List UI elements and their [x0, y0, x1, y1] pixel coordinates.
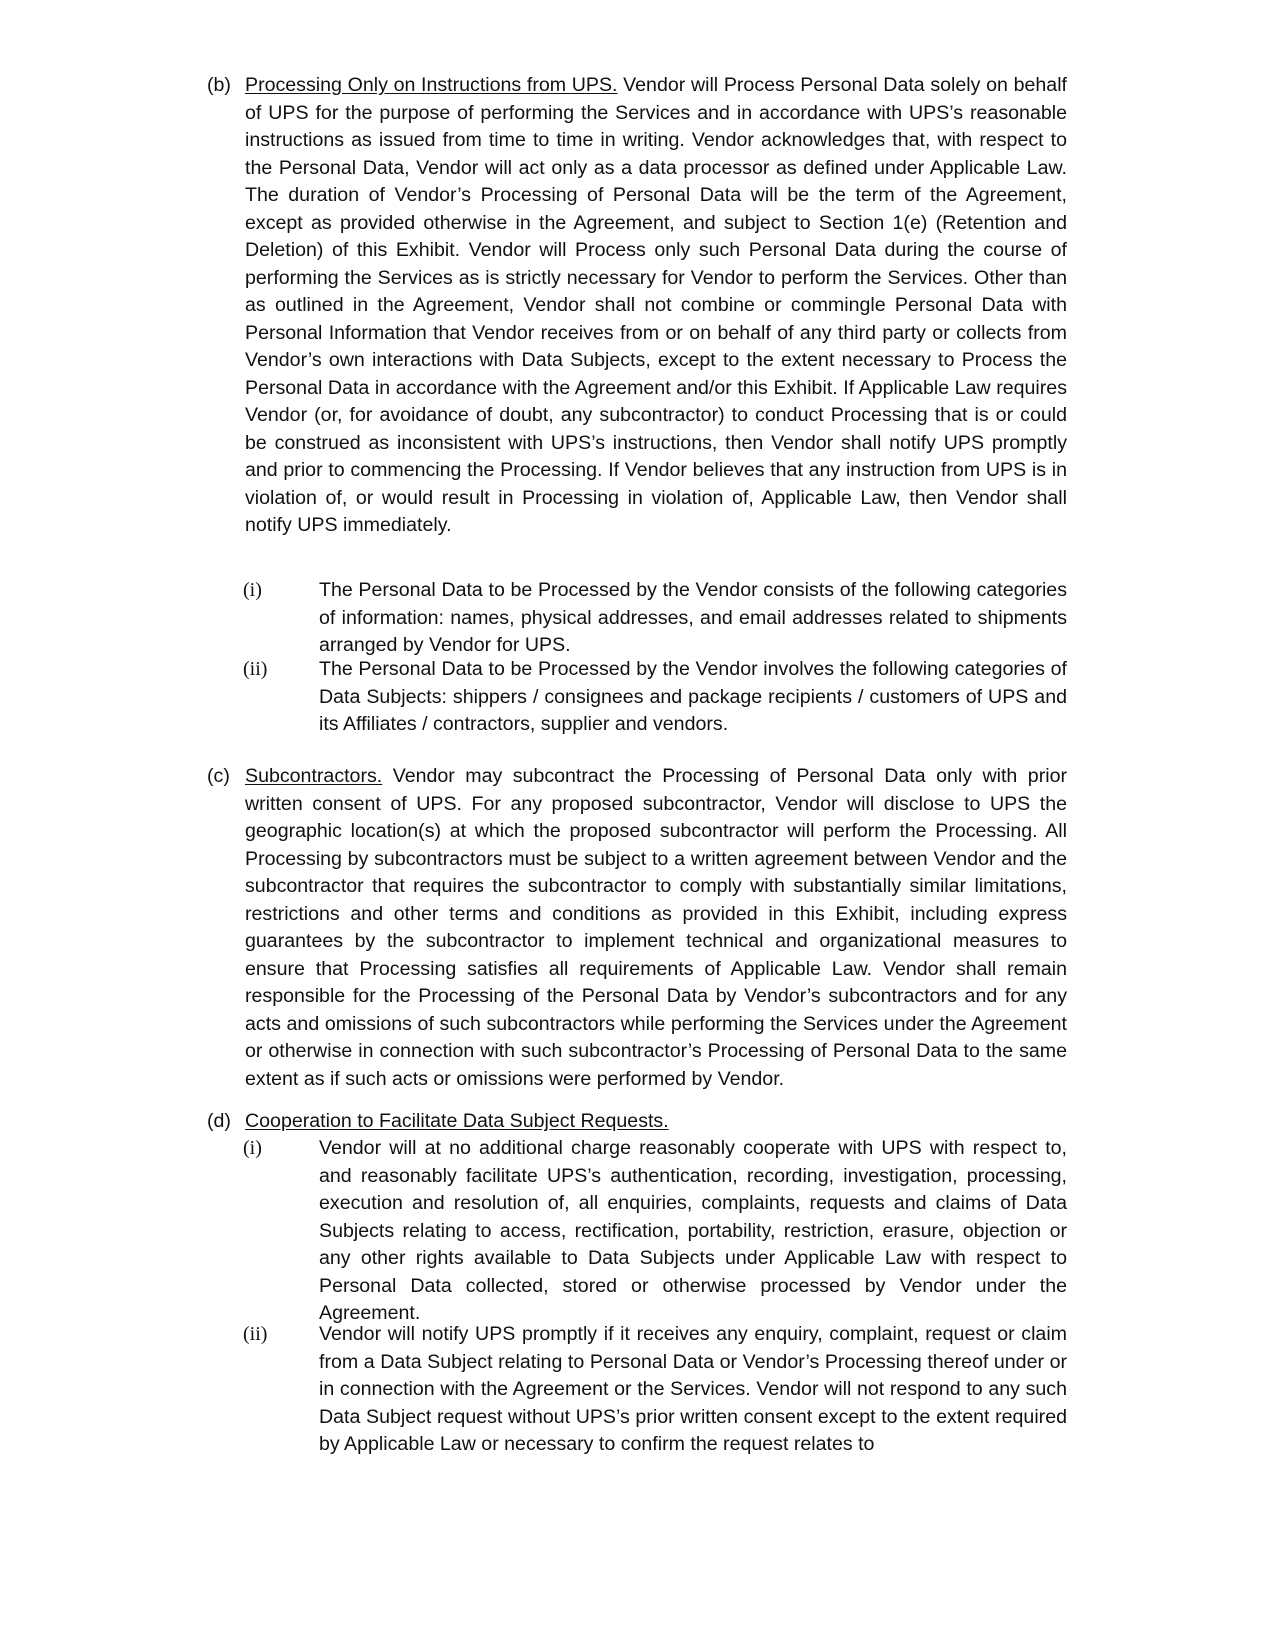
- section-c-paragraph: [245, 763, 1067, 1093]
- section-b-item-ii-label: (ii): [243, 658, 268, 680]
- section-c-body: Vendor may subcontract the Processing of Personal Data only with prior written consent of UPS. For any proposed subcontractor, Vendor will disclose to UPS the geographic location(s) at which the proposed subcontractor will perform the Processing. All Processing by subcontractors must be subject to a written agreement between Vendor and the subcontractor that requires the subcontractor to comply with substantially similar limitations, restrictions and other terms and conditions as provided in this Exhibit, including express guarantees by the subcontractor to implement technical and organizational measures to ensure that Processing satisfies all requirements of Applicable Law. Vendor shall remain responsible for the Processing of the Personal Data by Vendor’s subcontractors and for any acts and omissions of such subcontractors while performing the Services under the Agreement or otherwise in connection with such subcontractor’s Processing of Personal Data to the same extent as if such acts or omissions were performed by Vendor.: [245, 765, 1067, 1090]
- section-c-label: (c): [207, 765, 230, 787]
- section-b-item-ii-text: The Personal Data to be Processed by the Vendor involves the following categories of Data Subjects: shippers / consignees and package recipients / customers of UPS and its Affiliates / contractors, supplier and vendors.: [319, 658, 1067, 735]
- section-d-item-ii-text: Vendor will notify UPS promptly if it receives any enquiry, complaint, request or claim from a Data Subject relating to Personal Data or Vendor’s Processing thereof under or in connection with the Agreement or the Services. Vendor will not respond to any such Data Subject request without UPS’s prior written consent except to the extent required by Applicable Law or necessary to confirm the request relates to: [319, 1323, 1067, 1455]
- section-d-paragraph: [245, 1108, 1067, 1136]
- section-d-item-ii-label: (ii): [243, 1323, 268, 1345]
- section-b-item-ii: [243, 656, 1067, 739]
- section-b-item-i-label: (i): [243, 579, 262, 601]
- section-b: [207, 72, 1067, 540]
- section-b-body: Vendor will Process Personal Data solely on behalf of UPS for the purpose of performing the Services and in accordance with UPS’s reasonable instructions as issued from time to time in writing. Vendor acknowledges that, with respect to the Personal Data, Vendor will act only as a data processor as defined under Applicable Law. The duration of Vendor’s Processing of Personal Data will be the term of the Agreement, except as provided otherwise in the Agreement, and subject to Section 1(e) (Retention and Deletion) of this Exhibit. Vendor will Process only such Personal Data during the course of performing the Services as is strictly necessary for Vendor to perform the Services. Other than as outlined in the Agreement, Vendor shall not combine or commingle Personal Data with Personal Information that Vendor receives from or on behalf of any third party or collects from Vendor’s own interactions with Data Subjects, except to the extent necessary to Process the Personal Data in accordance with the Agreement and/or this Exhibit. If Applicable Law requires Vendor (or, for avoidance of doubt, any subcontractor) to conduct Processing that is or could be construed as inconsistent with UPS’s instructions, then Vendor shall notify UPS promptly and prior to commencing the Processing. If Vendor believes that any instruction from UPS is in violation of, or would result in Processing in violation of, Applicable Law, then Vendor shall notify UPS immediately.: [245, 74, 1067, 536]
- section-d-item-i-text: Vendor will at no additional charge reasonably cooperate with UPS with respect to, and reasonably facilitate UPS’s authentication, recording, investigation, processing, execution and resolution of, all enquiries, complaints, requests and claims of Data Subjects relating to access, rectification, portability, restriction, erasure, objection or any other rights available to Data Subjects under Applicable Law with respect to Personal Data collected, stored or otherwise processed by Vendor under the Agreement.: [319, 1137, 1067, 1324]
- section-d-item-i-label: (i): [243, 1137, 262, 1159]
- section-b-label: (b): [207, 74, 231, 96]
- section-b-title: Processing Only on Instructions from UPS.: [245, 74, 618, 96]
- section-b-paragraph: [245, 72, 1067, 540]
- section-b-item-i: [243, 577, 1067, 660]
- section-d-label: (d): [207, 1110, 231, 1132]
- section-d-item-ii: [243, 1321, 1067, 1459]
- section-d: [207, 1108, 1067, 1136]
- section-b-item-i-text: The Personal Data to be Processed by the Vendor consists of the following categories of information: names, physical addresses, and email addresses related to shipments arranged by Vendor for UPS.: [319, 579, 1067, 656]
- section-d-title: Cooperation to Facilitate Data Subject Requests.: [245, 1110, 669, 1132]
- section-d-item-i: [243, 1135, 1067, 1328]
- section-c: [207, 763, 1067, 1093]
- section-c-title: Subcontractors.: [245, 765, 383, 787]
